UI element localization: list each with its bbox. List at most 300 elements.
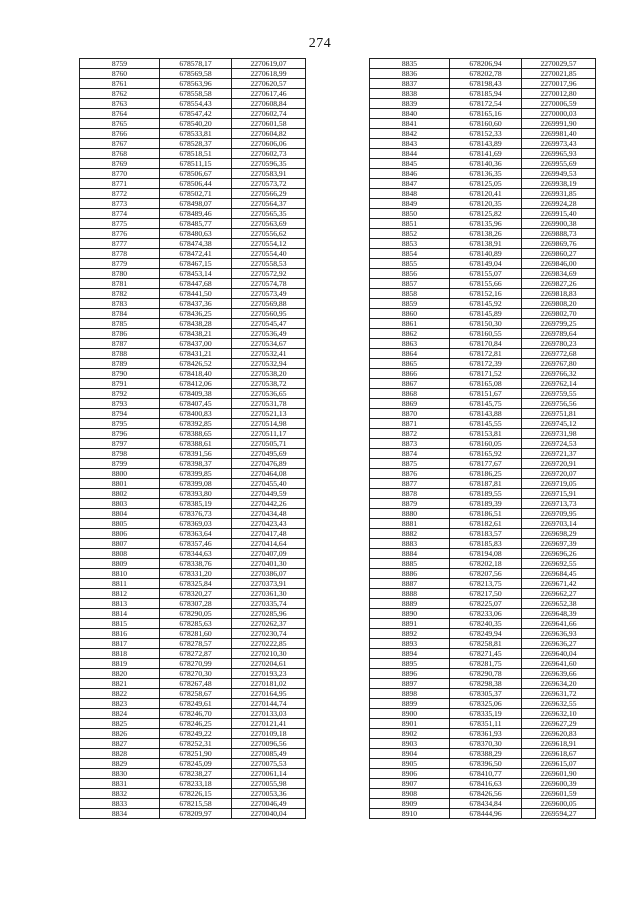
table-row — [370, 589, 596, 599]
table-row — [80, 539, 306, 549]
x-coordinate-cell: 678125,82 — [450, 209, 522, 219]
table-row — [370, 449, 596, 459]
x-coordinate-cell: 678194,08 — [450, 549, 522, 559]
x-coordinate-cell: 678547,42 — [160, 109, 232, 119]
point-number-cell: 8853 — [370, 239, 450, 249]
table-row — [80, 299, 306, 309]
y-coordinate-cell: 2269789,64 — [522, 329, 596, 339]
x-coordinate-cell: 678511,15 — [160, 159, 232, 169]
y-coordinate-cell: 2270569,88 — [232, 299, 306, 309]
point-number-cell: 8810 — [80, 569, 160, 579]
y-coordinate-cell: 2270006,59 — [522, 99, 596, 109]
y-coordinate-cell: 2270061,14 — [232, 769, 306, 779]
x-coordinate-cell: 678249,61 — [160, 699, 232, 709]
point-number-cell: 8785 — [80, 319, 160, 329]
point-number-cell: 8897 — [370, 679, 450, 689]
y-coordinate-cell: 2269731,98 — [522, 429, 596, 439]
table-row — [370, 749, 596, 759]
x-coordinate-cell: 678125,05 — [450, 179, 522, 189]
table-row — [80, 409, 306, 419]
table-row — [370, 489, 596, 499]
x-coordinate-cell: 678506,67 — [160, 169, 232, 179]
table-row — [370, 799, 596, 809]
x-coordinate-cell: 678189,55 — [450, 489, 522, 499]
point-number-cell: 8888 — [370, 589, 450, 599]
y-coordinate-cell: 2270619,07 — [232, 59, 306, 69]
table-row — [80, 139, 306, 149]
y-coordinate-cell: 2270053,36 — [232, 789, 306, 799]
y-coordinate-cell: 2269860,27 — [522, 249, 596, 259]
y-coordinate-cell: 2270574,78 — [232, 279, 306, 289]
x-coordinate-cell: 678569,58 — [160, 69, 232, 79]
x-coordinate-cell: 678474,38 — [160, 239, 232, 249]
y-coordinate-cell: 2269618,67 — [522, 749, 596, 759]
x-coordinate-cell: 678540,20 — [160, 119, 232, 129]
table-row — [80, 279, 306, 289]
x-coordinate-cell: 678251,90 — [160, 749, 232, 759]
point-number-cell: 8842 — [370, 129, 450, 139]
table-row — [80, 629, 306, 639]
page-number: 274 — [308, 36, 332, 51]
table-row — [80, 369, 306, 379]
table-row — [370, 309, 596, 319]
y-coordinate-cell: 2270602,73 — [232, 149, 306, 159]
table-row — [370, 59, 596, 69]
table-row — [370, 149, 596, 159]
table-row — [80, 459, 306, 469]
y-coordinate-cell: 2269780,23 — [522, 339, 596, 349]
point-number-cell: 8839 — [370, 99, 450, 109]
y-coordinate-cell: 2269713,73 — [522, 499, 596, 509]
point-number-cell: 8790 — [80, 369, 160, 379]
y-coordinate-cell: 2269931,85 — [522, 189, 596, 199]
x-coordinate-cell: 678252,31 — [160, 739, 232, 749]
point-number-cell: 8891 — [370, 619, 450, 629]
point-number-cell: 8899 — [370, 699, 450, 709]
point-number-cell: 8766 — [80, 129, 160, 139]
point-number-cell: 8845 — [370, 159, 450, 169]
point-number-cell: 8860 — [370, 309, 450, 319]
point-number-cell: 8797 — [80, 439, 160, 449]
x-coordinate-cell: 678416,63 — [450, 779, 522, 789]
table-row — [370, 319, 596, 329]
point-number-cell: 8833 — [80, 799, 160, 809]
point-number-cell: 8867 — [370, 379, 450, 389]
x-coordinate-cell: 678202,78 — [450, 69, 522, 79]
y-coordinate-cell: 2270572,92 — [232, 269, 306, 279]
table-row — [370, 329, 596, 339]
y-coordinate-cell: 2270531,78 — [232, 399, 306, 409]
x-coordinate-cell: 678426,56 — [450, 789, 522, 799]
y-coordinate-cell: 2270514,98 — [232, 419, 306, 429]
x-coordinate-cell: 678246,25 — [160, 719, 232, 729]
x-coordinate-cell: 678485,77 — [160, 219, 232, 229]
y-coordinate-cell: 2270556,62 — [232, 229, 306, 239]
point-number-cell: 8884 — [370, 549, 450, 559]
y-coordinate-cell: 2269652,38 — [522, 599, 596, 609]
point-number-cell: 8854 — [370, 249, 450, 259]
y-coordinate-cell: 2270386,07 — [232, 569, 306, 579]
point-number-cell: 8878 — [370, 489, 450, 499]
x-coordinate-cell: 678249,22 — [160, 729, 232, 739]
y-coordinate-cell: 2270495,69 — [232, 449, 306, 459]
point-number-cell: 8898 — [370, 689, 450, 699]
y-coordinate-cell: 2269600,05 — [522, 799, 596, 809]
x-coordinate-cell: 678145,75 — [450, 399, 522, 409]
table-row — [370, 139, 596, 149]
point-number-cell: 8805 — [80, 519, 160, 529]
x-coordinate-cell: 678270,99 — [160, 659, 232, 669]
point-number-cell: 8824 — [80, 709, 160, 719]
y-coordinate-cell: 2269719,05 — [522, 479, 596, 489]
y-coordinate-cell: 2270538,72 — [232, 379, 306, 389]
table-row — [370, 529, 596, 539]
y-coordinate-cell: 2270534,67 — [232, 339, 306, 349]
x-coordinate-cell: 678172,54 — [450, 99, 522, 109]
x-coordinate-cell: 678290,05 — [160, 609, 232, 619]
point-number-cell: 8807 — [80, 539, 160, 549]
y-coordinate-cell: 2269632,55 — [522, 699, 596, 709]
y-coordinate-cell: 2270210,30 — [232, 649, 306, 659]
y-coordinate-cell: 2270455,40 — [232, 479, 306, 489]
x-coordinate-cell: 678338,76 — [160, 559, 232, 569]
table-row — [80, 529, 306, 539]
table-row — [370, 789, 596, 799]
table-row — [370, 729, 596, 739]
table-row — [80, 449, 306, 459]
point-number-cell: 8858 — [370, 289, 450, 299]
table-row — [80, 149, 306, 159]
x-coordinate-cell: 678498,07 — [160, 199, 232, 209]
point-number-cell: 8859 — [370, 299, 450, 309]
point-number-cell: 8862 — [370, 329, 450, 339]
table-row — [80, 159, 306, 169]
x-coordinate-cell: 678160,05 — [450, 439, 522, 449]
x-coordinate-cell: 678185,94 — [450, 89, 522, 99]
table-row — [80, 559, 306, 569]
point-number-cell: 8822 — [80, 689, 160, 699]
y-coordinate-cell: 2269834,69 — [522, 269, 596, 279]
x-coordinate-cell: 678438,28 — [160, 319, 232, 329]
table-row — [370, 779, 596, 789]
x-coordinate-cell: 678325,06 — [450, 699, 522, 709]
point-number-cell: 8783 — [80, 299, 160, 309]
y-coordinate-cell: 2269600,39 — [522, 779, 596, 789]
x-coordinate-cell: 678187,81 — [450, 479, 522, 489]
y-coordinate-cell: 2270121,41 — [232, 719, 306, 729]
x-coordinate-cell: 678213,75 — [450, 579, 522, 589]
x-coordinate-cell: 678278,57 — [160, 639, 232, 649]
table-row — [80, 489, 306, 499]
x-coordinate-cell: 678246,70 — [160, 709, 232, 719]
point-number-cell: 8813 — [80, 599, 160, 609]
x-coordinate-cell: 678528,37 — [160, 139, 232, 149]
y-coordinate-cell: 2270040,04 — [232, 809, 306, 819]
x-coordinate-cell: 678145,55 — [450, 419, 522, 429]
x-coordinate-cell: 678325,84 — [160, 579, 232, 589]
point-number-cell: 8789 — [80, 359, 160, 369]
table-row — [370, 359, 596, 369]
y-coordinate-cell: 2270566,29 — [232, 189, 306, 199]
point-number-cell: 8827 — [80, 739, 160, 749]
y-coordinate-cell: 2270055,98 — [232, 779, 306, 789]
coordinates-table-right — [369, 58, 596, 819]
point-number-cell: 8887 — [370, 579, 450, 589]
y-coordinate-cell: 2269662,27 — [522, 589, 596, 599]
table-row — [80, 69, 306, 79]
y-coordinate-cell: 2270230,74 — [232, 629, 306, 639]
y-coordinate-cell: 2270583,91 — [232, 169, 306, 179]
y-coordinate-cell: 2269900,38 — [522, 219, 596, 229]
x-coordinate-cell: 678226,15 — [160, 789, 232, 799]
table-row — [370, 129, 596, 139]
x-coordinate-cell: 678298,38 — [450, 679, 522, 689]
y-coordinate-cell: 2270596,35 — [232, 159, 306, 169]
x-coordinate-cell: 678186,25 — [450, 469, 522, 479]
y-coordinate-cell: 2270262,37 — [232, 619, 306, 629]
y-coordinate-cell: 2269888,73 — [522, 229, 596, 239]
x-coordinate-cell: 678438,21 — [160, 329, 232, 339]
point-number-cell: 8802 — [80, 489, 160, 499]
x-coordinate-cell: 678177,67 — [450, 459, 522, 469]
point-number-cell: 8835 — [370, 59, 450, 69]
point-number-cell: 8849 — [370, 199, 450, 209]
point-number-cell: 8874 — [370, 449, 450, 459]
point-number-cell: 8761 — [80, 79, 160, 89]
x-coordinate-cell: 678447,68 — [160, 279, 232, 289]
table-row — [370, 569, 596, 579]
x-coordinate-cell: 678238,27 — [160, 769, 232, 779]
point-number-cell: 8759 — [80, 59, 160, 69]
x-coordinate-cell: 678233,06 — [450, 609, 522, 619]
y-coordinate-cell: 2269924,28 — [522, 199, 596, 209]
point-number-cell: 8809 — [80, 559, 160, 569]
x-coordinate-cell: 678153,81 — [450, 429, 522, 439]
x-coordinate-cell: 678418,40 — [160, 369, 232, 379]
y-coordinate-cell: 2269636,93 — [522, 629, 596, 639]
y-coordinate-cell: 2269915,40 — [522, 209, 596, 219]
table-row — [370, 119, 596, 129]
y-coordinate-cell: 2270434,48 — [232, 509, 306, 519]
table-row — [80, 709, 306, 719]
point-number-cell: 8877 — [370, 479, 450, 489]
point-number-cell: 8894 — [370, 649, 450, 659]
point-number-cell: 8819 — [80, 659, 160, 669]
point-number-cell: 8843 — [370, 139, 450, 149]
y-coordinate-cell: 2270536,49 — [232, 329, 306, 339]
point-number-cell: 8895 — [370, 659, 450, 669]
point-number-cell: 8893 — [370, 639, 450, 649]
y-coordinate-cell: 2270573,49 — [232, 289, 306, 299]
y-coordinate-cell: 2270029,57 — [522, 59, 596, 69]
y-coordinate-cell: 2269846,00 — [522, 259, 596, 269]
table-row — [80, 479, 306, 489]
table-row — [370, 609, 596, 619]
x-coordinate-cell: 678151,67 — [450, 389, 522, 399]
point-number-cell: 8762 — [80, 89, 160, 99]
table-row — [370, 279, 596, 289]
point-number-cell: 8763 — [80, 99, 160, 109]
x-coordinate-cell: 678135,96 — [450, 219, 522, 229]
y-coordinate-cell: 2270563,69 — [232, 219, 306, 229]
x-coordinate-cell: 678245,09 — [160, 759, 232, 769]
point-number-cell: 8781 — [80, 279, 160, 289]
table-row — [80, 589, 306, 599]
table-row — [370, 389, 596, 399]
table-row — [370, 159, 596, 169]
point-number-cell: 8829 — [80, 759, 160, 769]
table-row — [370, 289, 596, 299]
table-row — [370, 679, 596, 689]
table-row — [80, 649, 306, 659]
point-number-cell: 8844 — [370, 149, 450, 159]
y-coordinate-cell: 2269808,20 — [522, 299, 596, 309]
x-coordinate-cell: 678155,66 — [450, 279, 522, 289]
y-coordinate-cell: 2269684,45 — [522, 569, 596, 579]
y-coordinate-cell: 2270532,41 — [232, 349, 306, 359]
y-coordinate-cell: 2270608,84 — [232, 99, 306, 109]
x-coordinate-cell: 678233,18 — [160, 779, 232, 789]
point-number-cell: 8840 — [370, 109, 450, 119]
point-number-cell: 8848 — [370, 189, 450, 199]
x-coordinate-cell: 678270,30 — [160, 669, 232, 679]
table-row — [80, 269, 306, 279]
x-coordinate-cell: 678165,08 — [450, 379, 522, 389]
y-coordinate-cell: 2269720,91 — [522, 459, 596, 469]
y-coordinate-cell: 2269772,68 — [522, 349, 596, 359]
y-coordinate-cell: 2270511,17 — [232, 429, 306, 439]
y-coordinate-cell: 2270602,74 — [232, 109, 306, 119]
table-row — [80, 229, 306, 239]
point-number-cell: 8869 — [370, 399, 450, 409]
point-number-cell: 8909 — [370, 799, 450, 809]
x-coordinate-cell: 678140,36 — [450, 159, 522, 169]
table-row — [80, 359, 306, 369]
point-number-cell: 8866 — [370, 369, 450, 379]
x-coordinate-cell: 678320,27 — [160, 589, 232, 599]
y-coordinate-cell: 2269636,27 — [522, 639, 596, 649]
table-row — [370, 419, 596, 429]
point-number-cell: 8798 — [80, 449, 160, 459]
point-number-cell: 8904 — [370, 749, 450, 759]
y-coordinate-cell: 2269640,04 — [522, 649, 596, 659]
table-row — [80, 499, 306, 509]
table-row — [370, 719, 596, 729]
table-row — [80, 289, 306, 299]
point-number-cell: 8908 — [370, 789, 450, 799]
x-coordinate-cell: 678120,41 — [450, 189, 522, 199]
table-row — [80, 59, 306, 69]
x-coordinate-cell: 678444,96 — [450, 809, 522, 819]
y-coordinate-cell: 2269751,81 — [522, 409, 596, 419]
x-coordinate-cell: 678396,50 — [450, 759, 522, 769]
x-coordinate-cell: 678285,63 — [160, 619, 232, 629]
x-coordinate-cell: 678437,36 — [160, 299, 232, 309]
y-coordinate-cell: 2269627,29 — [522, 719, 596, 729]
x-coordinate-cell: 678393,80 — [160, 489, 232, 499]
x-coordinate-cell: 678480,63 — [160, 229, 232, 239]
x-coordinate-cell: 678150,30 — [450, 319, 522, 329]
table-row — [80, 729, 306, 739]
y-coordinate-cell: 2269724,53 — [522, 439, 596, 449]
x-coordinate-cell: 678412,06 — [160, 379, 232, 389]
x-coordinate-cell: 678426,52 — [160, 359, 232, 369]
x-coordinate-cell: 678351,11 — [450, 719, 522, 729]
x-coordinate-cell: 678361,93 — [450, 729, 522, 739]
point-number-cell: 8771 — [80, 179, 160, 189]
x-coordinate-cell: 678489,46 — [160, 209, 232, 219]
point-number-cell: 8776 — [80, 229, 160, 239]
y-coordinate-cell: 2269767,80 — [522, 359, 596, 369]
point-number-cell: 8793 — [80, 399, 160, 409]
x-coordinate-cell: 678436,25 — [160, 309, 232, 319]
y-coordinate-cell: 2269938,19 — [522, 179, 596, 189]
x-coordinate-cell: 678272,87 — [160, 649, 232, 659]
y-coordinate-cell: 2269955,69 — [522, 159, 596, 169]
y-coordinate-cell: 2269991,90 — [522, 119, 596, 129]
x-coordinate-cell: 678145,89 — [450, 309, 522, 319]
table-row — [370, 619, 596, 629]
point-number-cell: 8780 — [80, 269, 160, 279]
table-row — [370, 89, 596, 99]
point-number-cell: 8856 — [370, 269, 450, 279]
point-number-cell: 8832 — [80, 789, 160, 799]
point-number-cell: 8806 — [80, 529, 160, 539]
table-row — [80, 219, 306, 229]
table-row — [370, 599, 596, 609]
y-coordinate-cell: 2270414,64 — [232, 539, 306, 549]
table-row — [370, 349, 596, 359]
x-coordinate-cell: 678307,28 — [160, 599, 232, 609]
point-number-cell: 8825 — [80, 719, 160, 729]
x-coordinate-cell: 678506,44 — [160, 179, 232, 189]
point-number-cell: 8765 — [80, 119, 160, 129]
table-row — [80, 169, 306, 179]
x-coordinate-cell: 678225,07 — [450, 599, 522, 609]
point-number-cell: 8774 — [80, 209, 160, 219]
x-coordinate-cell: 678152,33 — [450, 129, 522, 139]
point-number-cell: 8906 — [370, 769, 450, 779]
table-row — [80, 809, 306, 819]
y-coordinate-cell: 2270335,74 — [232, 599, 306, 609]
y-coordinate-cell: 2269601,59 — [522, 789, 596, 799]
table-row — [370, 199, 596, 209]
point-number-cell: 8838 — [370, 89, 450, 99]
x-coordinate-cell: 678152,16 — [450, 289, 522, 299]
table-row — [80, 129, 306, 139]
point-number-cell: 8773 — [80, 199, 160, 209]
y-coordinate-cell: 2270538,20 — [232, 369, 306, 379]
x-coordinate-cell: 678170,84 — [450, 339, 522, 349]
y-coordinate-cell: 2270618,99 — [232, 69, 306, 79]
x-coordinate-cell: 678431,21 — [160, 349, 232, 359]
x-coordinate-cell: 678344,63 — [160, 549, 232, 559]
table-row — [80, 639, 306, 649]
table-row — [80, 779, 306, 789]
y-coordinate-cell: 2270164,95 — [232, 689, 306, 699]
table-row — [80, 679, 306, 689]
table-row — [370, 699, 596, 709]
x-coordinate-cell: 678399,85 — [160, 469, 232, 479]
y-coordinate-cell: 2269698,29 — [522, 529, 596, 539]
x-coordinate-cell: 678136,35 — [450, 169, 522, 179]
x-coordinate-cell: 678249,94 — [450, 629, 522, 639]
y-coordinate-cell: 2270133,03 — [232, 709, 306, 719]
point-number-cell: 8870 — [370, 409, 450, 419]
point-number-cell: 8814 — [80, 609, 160, 619]
table-row — [370, 659, 596, 669]
y-coordinate-cell: 2270464,08 — [232, 469, 306, 479]
